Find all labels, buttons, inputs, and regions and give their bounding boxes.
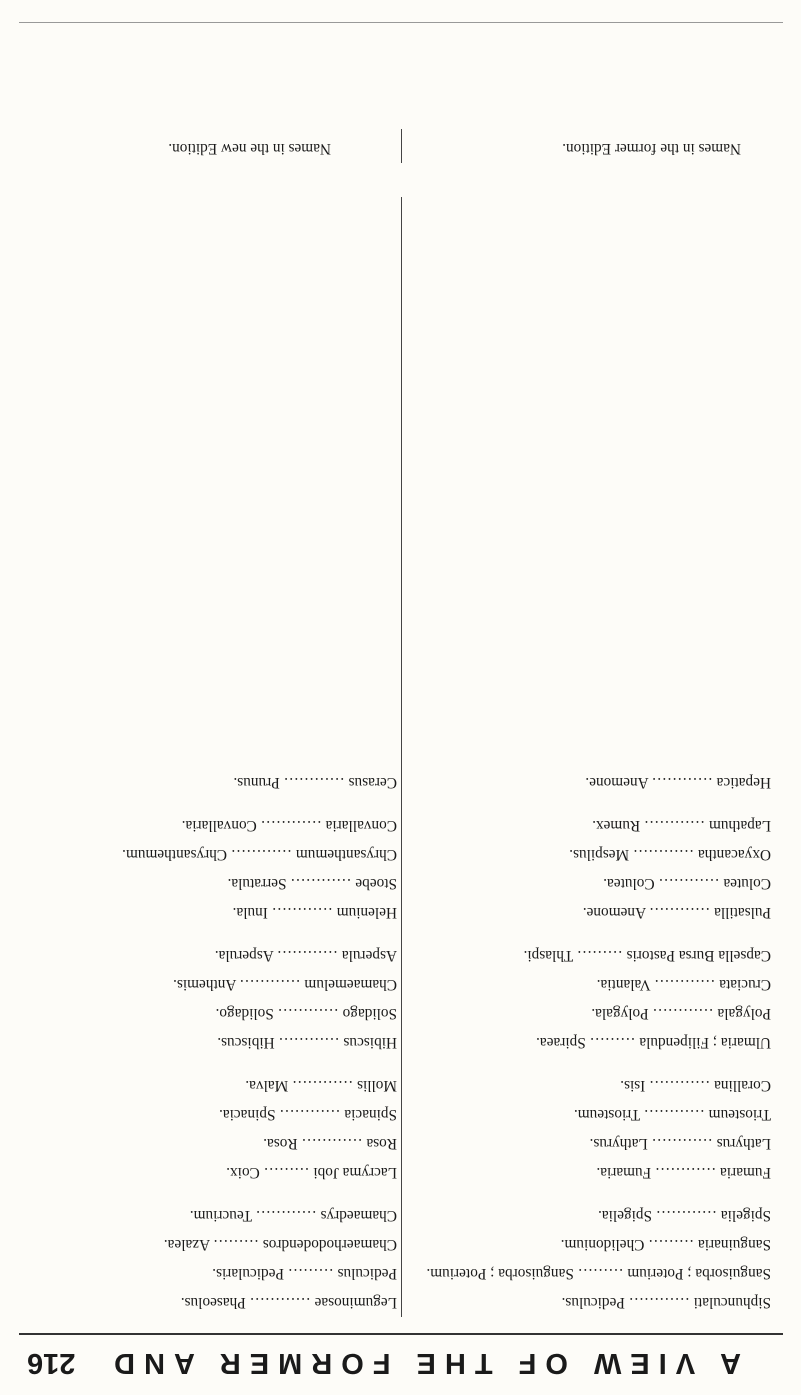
entry-text: Pulsatilla ………… Anemone. [579,898,771,927]
footer-left: Names in the former Edition. [562,140,741,157]
table-row [403,1288,771,1317]
entry-text: Chamaerhododendros ……… Azalea. [161,1230,397,1259]
header-rule [19,1333,783,1335]
table-row [29,1028,397,1057]
entry-text: Asperula ………… Asperula. [211,941,397,970]
entry-text: Corallina ………… Isis. [616,1071,771,1100]
entry-text: Spigelia ………… Spigelia. [594,1201,771,1230]
table-row [403,999,771,1028]
table-row [403,941,771,970]
synonym-table [29,37,771,1317]
entry-text: Ulmaria ; Filipendula ……… Spiraea. [535,1028,771,1057]
running-head-title: A VIEW OF THE FORMER AND [105,1347,741,1379]
table-row [29,1129,397,1158]
page-number: 216 [27,1347,76,1379]
entry-text: Solidago ………… Solidago. [212,999,397,1028]
entry-text: Convallaria ………… Convallaria. [178,811,397,840]
entry-text: Spinacia ………… Spinacia. [215,1100,397,1129]
table-row [29,1100,397,1129]
entry-text: Sanguinaria ……… Chelidonium. [557,1230,771,1259]
table-row [403,1230,771,1259]
table-row [403,869,771,898]
table-row [29,941,397,970]
table-row [29,1201,397,1230]
entry-text: Polygala ………… Polygala. [587,999,771,1028]
entry-text: Lathyrus ………… Lathyrus. [586,1129,771,1158]
entry-text: Stoebe ………… Serratula. [223,869,397,898]
table-row [29,1158,397,1187]
table-row [29,898,397,927]
table-row [403,1259,771,1288]
entry-text: Triosteum ………… Triosteum. [570,1100,771,1129]
table-row [403,768,771,797]
entry-text: Fumaria ………… Fumaria. [592,1158,771,1187]
table-row [403,970,771,999]
entry-text: Cerasus ………… Prunus. [229,768,397,797]
bottom-rule [19,22,783,23]
table-row [403,898,771,927]
row-spacer [29,1187,397,1201]
table-row [403,1100,771,1129]
table-row [29,999,397,1028]
row-spacer [29,797,397,811]
entry-text: Leguminosae ………… Phaseolus. [177,1288,397,1317]
entry-text: Chamaedrys ………… Teucrium. [186,1201,397,1230]
entry-text: Colutea ………… Colutea. [599,869,771,898]
entry-text: Chamaemelum ………… Anthemis. [169,970,397,999]
table-row [29,1071,397,1100]
entry-text: Siphunculati ………… Pediculus. [558,1288,771,1317]
row-spacer [403,1057,771,1071]
footer-divider [401,129,402,163]
entry-text: Capsella Bursa Pastoris ……… Thlaspi. [535,941,771,970]
row-spacer [29,927,397,941]
entry-text: Mollis ………… Malva. [241,1071,397,1100]
entry-text: Lacryma Jobi ……… Coix. [222,1158,397,1187]
entry-text: Chrysanthemum ………… Chrysanthemum. [161,840,397,869]
table-row [403,811,771,840]
entry-text: Lapathum ………… Rumex. [588,811,771,840]
table-row [29,1288,397,1317]
table-row [29,1230,397,1259]
entry-text: Hepatica ………… Anemone. [581,768,771,797]
table-row [29,869,397,898]
table-row [403,1129,771,1158]
table-row [403,1071,771,1100]
table-row [29,1259,397,1288]
table-row [29,768,397,797]
entry-text: Pediculus ……… Pedicularis. [208,1259,397,1288]
entry-text: Rosa ………… Rosa. [259,1129,397,1158]
table-row [29,811,397,840]
entry-text: Oxyacantha ………… Mespilus. [565,840,771,869]
entry-text: Sanguisorba ; Poterium ……… Sanguisorba ; Poterium. [535,1259,771,1288]
row-spacer [403,797,771,811]
table-row [29,840,397,869]
table-row [403,1158,771,1187]
column-divider [401,197,402,1317]
table-row [403,840,771,869]
entry-text: Helenium ………… Inula. [229,898,397,927]
entry-text: Hibiscus ………… Hibiscus. [213,1028,397,1057]
row-spacer [403,1187,771,1201]
row-spacer [29,1057,397,1071]
row-spacer [403,927,771,941]
running-head [21,1341,781,1381]
table-footer [29,123,771,163]
right-column [29,37,397,1317]
left-column [403,37,771,1317]
table-row [29,970,397,999]
table-row [403,1028,771,1057]
footer-right: Names in the new Edition. [168,140,331,157]
entry-text: Cruciata ………… Valantia. [593,970,771,999]
table-row [403,1201,771,1230]
